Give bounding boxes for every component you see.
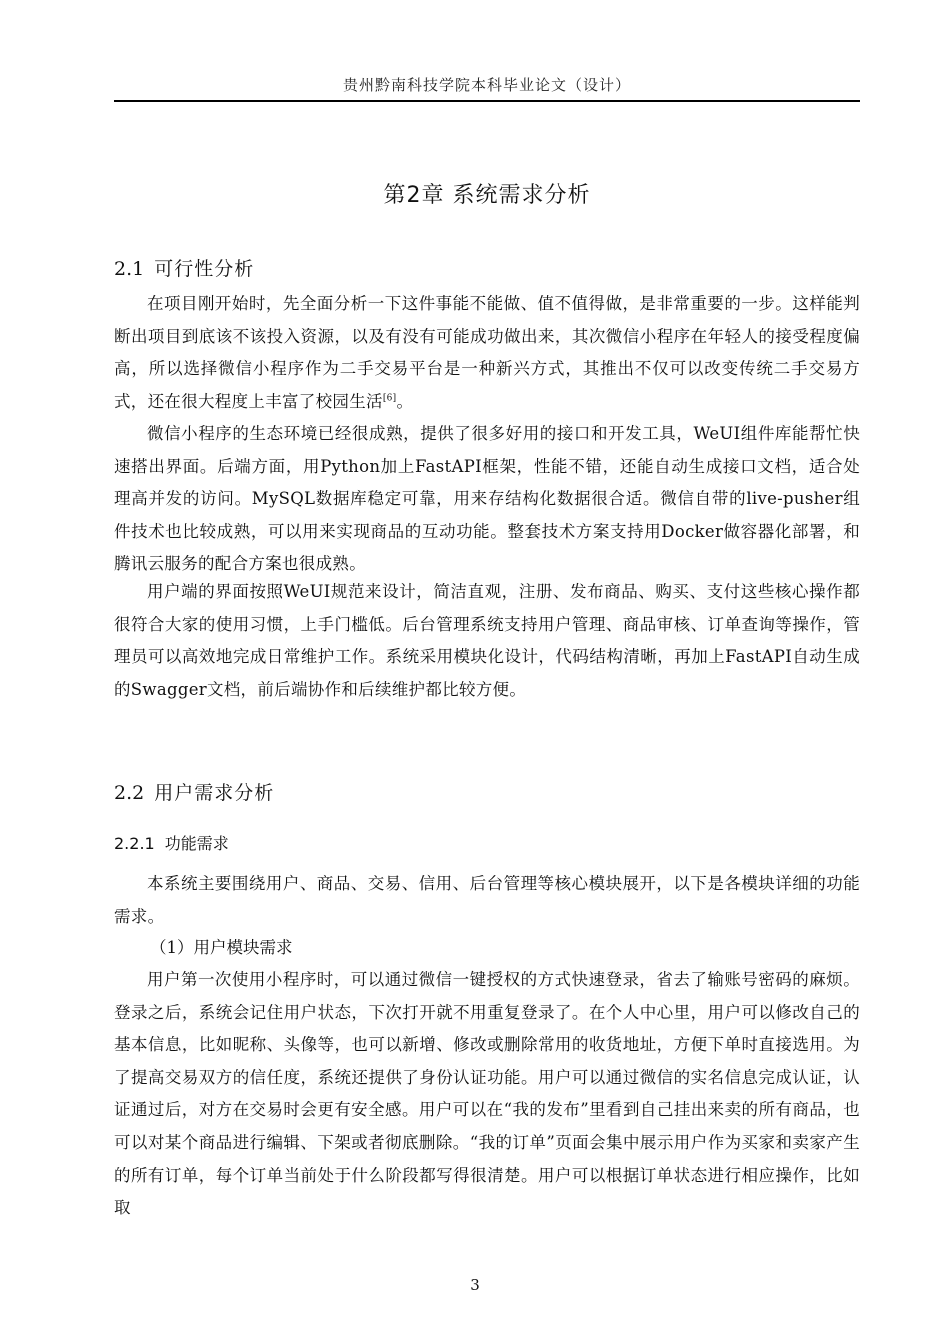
section-number: 2.1	[114, 258, 145, 280]
paragraph-technical-feasibility: 微信小程序的生态环境已经很成熟，提供了很多好用的接口和开发工具，WeUI组件库能帮忙快速搭出界面。后端方面，用Python加上FastAPI框架，性能不错，还能自动生成接口文档，适合处理高并发的访问。MySQL数据库稳定可靠，用来存结构化数据很合适。微信自带的live-pusher组件技术也比较成熟，可以用来实现商品的互动功能。整套技术方案支持用Docker做容器化部署，和腾讯云服务的配合方案也很成熟。	[114, 424, 860, 574]
running-header: 贵州黔南科技学院本科毕业论文（设计）	[342, 76, 631, 94]
paragraph-feasibility-intro	[114, 288, 860, 418]
subsection-number: 2.2.1	[114, 834, 155, 853]
section-title: 可行性分析	[154, 258, 255, 280]
section-number: 2.2	[114, 782, 145, 804]
chapter-title: 第2章 系统需求分析	[383, 183, 591, 208]
paragraph-operational-feasibility: 用户端的界面按照WeUI规范来设计，简洁直观，注册、发布商品、购买、支付这些核心操作都很符合大家的使用习惯，上手门槛低。后台管理系统支持用户管理、商品审核、订单查询等操作，管理员可以高效地完成日常维护工作。系统采用模块化设计，代码结构清晰，再加上FastAPI自动生成的Swagger文档，前后端协作和后续维护都比较方便。	[114, 582, 860, 699]
citation: [6]	[382, 393, 397, 404]
page-number: 3	[470, 1276, 480, 1294]
paragraph-functional-overview: 本系统主要围绕用户、商品、交易、信用、后台管理等核心模块展开，以下是各模块详细的功能需求。	[114, 874, 860, 926]
section-heading-2-1	[114, 254, 254, 281]
subsection-heading-2-2-1	[114, 831, 229, 854]
paragraph-user-module: 用户第一次使用小程序时，可以通过微信一键授权的方式快速登录，省去了输账号密码的麻烦。登录之后，系统会记住用户状态，下次打开就不用重复登录了。在个人中心里，用户可以修改自己的基本信息，比如昵称、头像等，也可以新增、修改或删除常用的收货地址，方便下单时直接选用。为了提高交易双方的信任度，系统还提供了身份认证功能。用户可以通过微信的实名信息完成认证，认证通过后，对方在交易时会更有安全感。用户可以在“我的发布”里看到自己挂出来卖的所有商品，也可以对某个商品进行编辑、下架或者彻底删除。“我的订单”页面会集中展示用户作为买家和卖家产生的所有订单，每个订单当前处于什么阶段都写得很清楚。用户可以根据订单状态进行相应操作，比如取	[114, 970, 860, 1218]
subsection-title: 功能需求	[164, 834, 229, 853]
section-title: 用户需求分析	[154, 782, 275, 804]
list-item-user-module: （1）用户模块需求	[150, 938, 293, 957]
paragraph-text: 在项目刚开始时，先全面分析一下这件事能不能做、值不值得做，是非常重要的一步。这样能判断出项目到底该不该投入资源，以及有没有可能成功做出来，其次微信小程序在年轻人的接受程度偏高，所以选择微信小程序作为二手交易平台是一种新兴方式，其推出不仅可以改变传统二手交易方式，还在很大程度上丰富了校园生活	[114, 294, 860, 411]
paragraph-end: 。	[396, 391, 414, 411]
header-rule	[114, 100, 860, 102]
section-heading-2-2	[114, 778, 274, 805]
